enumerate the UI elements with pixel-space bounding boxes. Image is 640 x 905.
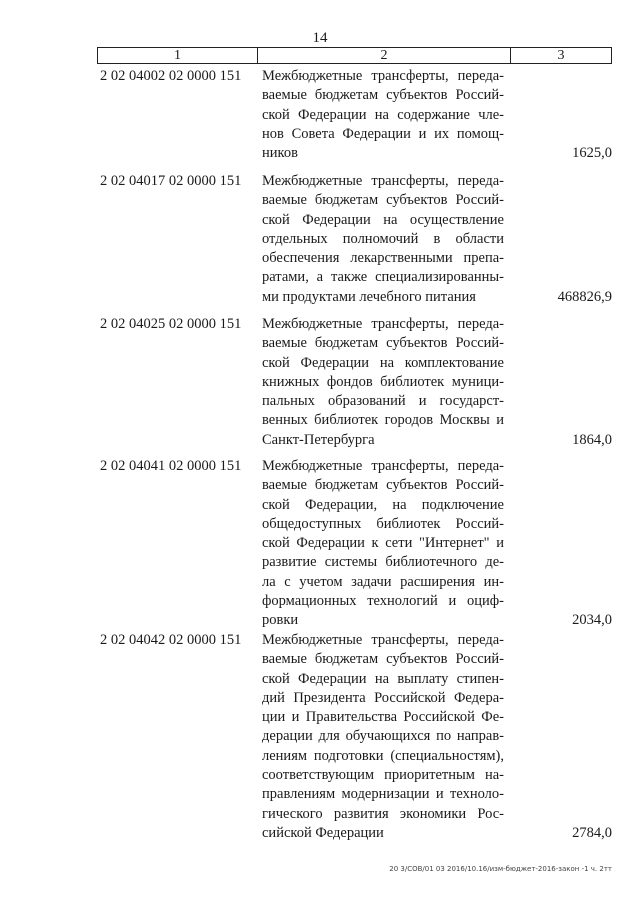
row-description [262, 67, 504, 163]
row-amount: 1864,0 [572, 431, 612, 448]
description-line: ской Федерации на выплату стипен- [262, 670, 504, 687]
column-header-table [97, 47, 612, 64]
description-line: Межбюджетные трансферты, переда- [262, 632, 504, 648]
column-header-3: 3 [511, 48, 612, 64]
row-description [262, 457, 504, 631]
description-line: нов Совета Федерации и их помощ- [262, 125, 504, 142]
description-line: Межбюджетные трансферты, переда- [262, 173, 504, 189]
description-line: ской Федерации к сети "Интернет" и [262, 535, 504, 552]
description-line: ской Федерации на комплектование [262, 354, 504, 371]
row-amount: 468826,9 [557, 288, 612, 305]
description-line: ников [262, 145, 298, 162]
description-line: правлениям модернизации и техноло- [262, 786, 504, 803]
column-header-2: 2 [258, 48, 511, 64]
row-code: 2 02 04042 02 0000 151 [100, 632, 242, 648]
description-line: общедоступных библиотек Россий- [262, 515, 504, 532]
row-amount: 1625,0 [572, 145, 612, 162]
description-line: книжных фондов библиотек муници- [262, 373, 504, 390]
description-line: ской Федерации на осуществление [262, 211, 504, 228]
description-line: лениям подготовки (специальностям), [262, 747, 504, 764]
description-line: отдельных полномочий в области [262, 230, 504, 247]
description-line: сийской Федерации [262, 824, 384, 841]
row-code: 2 02 04041 02 0000 151 [100, 458, 242, 474]
row-description [262, 315, 504, 450]
description-line: Межбюджетные трансферты, переда- [262, 316, 504, 332]
description-line: формационных технологий и оциф- [262, 593, 504, 610]
description-line: ваемые бюджетам субъектов Россий- [262, 192, 504, 209]
description-line: венных библиотек городов Москвы и [262, 412, 504, 429]
description-line: Санкт-Петербурга [262, 431, 375, 448]
description-line: развитие системы библиотечного де- [262, 554, 504, 571]
description-line: ваемые бюджетам субъектов Россий- [262, 335, 504, 352]
column-header-1: 1 [98, 48, 258, 64]
description-line: ми продуктами лечебного питания [262, 288, 476, 305]
description-line: обеспечения лекарственными препа- [262, 250, 504, 267]
description-line: дий Президента Российской Федера- [262, 689, 504, 706]
description-line: пальных образований и государст- [262, 393, 504, 410]
row-code: 2 02 04002 02 0000 151 [100, 68, 242, 84]
description-line: ской Федерации на содержание чле- [262, 106, 504, 123]
row-amount: 2034,0 [572, 612, 612, 629]
description-line: ваемые бюджетам субъектов Россий- [262, 477, 504, 494]
row-amount: 2784,0 [572, 825, 612, 841]
description-line: ваемые бюджетам субъектов Россий- [262, 87, 504, 104]
description-line: ваемые бюджетам субъектов Россий- [262, 651, 504, 668]
description-line: ской Федерации, на подключение [262, 496, 504, 513]
description-line: ратами, а также специализированны- [262, 269, 504, 286]
row-code: 2 02 04017 02 0000 151 [100, 173, 242, 189]
row-code: 2 02 04025 02 0000 151 [100, 316, 242, 332]
description-line: дерации для обучающихся по направ- [262, 728, 504, 745]
description-line: Межбюджетные трансферты, переда- [262, 68, 504, 84]
description-line: ции и Правительства Российской Фе- [262, 709, 504, 726]
row-description [262, 172, 504, 307]
description-line: ла с учетом задачи расширения ин- [262, 573, 504, 590]
description-line: Межбюджетные трансферты, переда- [262, 458, 504, 474]
row-description [262, 631, 504, 843]
footer-reference: 20 3/СОВ/01 03 2016/10.16/изм-бюджет-2016-закон -1 ч. 2тт [389, 865, 612, 873]
description-line: ровки [262, 612, 299, 629]
page-number: 14 [312, 30, 328, 46]
description-line: соответствующим приоритетным на- [262, 767, 504, 784]
description-line: гического развития экономики Рос- [262, 805, 504, 822]
